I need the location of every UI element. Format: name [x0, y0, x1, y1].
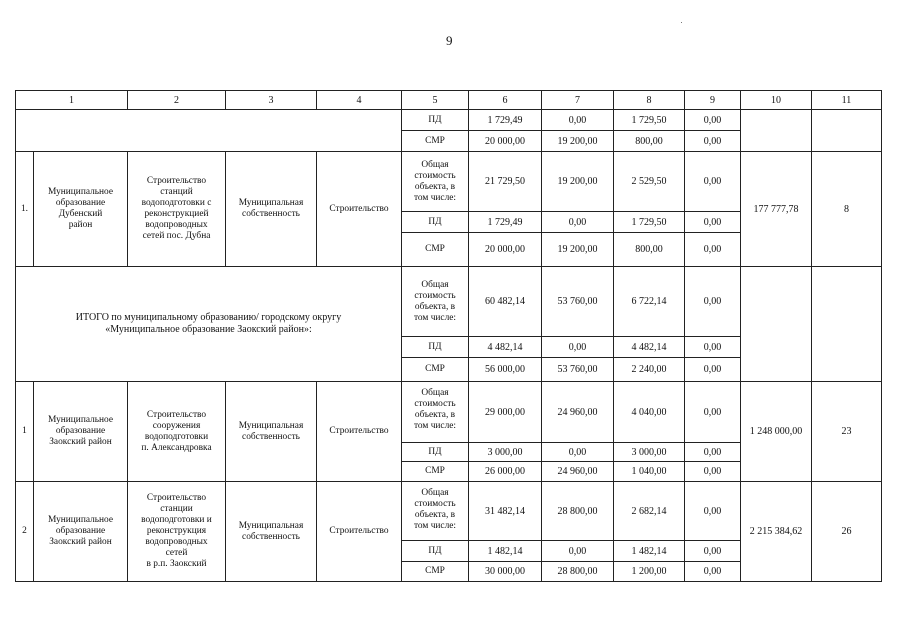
object-cell: Строительство станции водоподготовки и реконструкция водопроводных сетей в р.п. Заокский — [128, 482, 226, 582]
value-cell: 1 729,50 — [614, 212, 685, 233]
ownership-cell: Муниципальная собственность — [226, 482, 317, 582]
row-label: СМР — [402, 562, 469, 582]
value-cell: 0,00 — [542, 541, 614, 562]
value-cell: 0,00 — [685, 482, 741, 541]
value-cell: 1 729,50 — [614, 110, 685, 131]
value-cell: 0,00 — [685, 131, 741, 152]
empty-cell — [812, 110, 882, 152]
value-cell: 19 200,00 — [542, 152, 614, 212]
row-label: СМР — [402, 462, 469, 482]
value-cell: 0,00 — [685, 212, 741, 233]
column-11-value: 8 — [812, 152, 882, 267]
table-row — [16, 110, 882, 131]
value-cell: 0,00 — [685, 358, 741, 382]
row-label: ПД — [402, 110, 469, 131]
value-cell: 800,00 — [614, 233, 685, 267]
work-cell: Строительство — [317, 382, 402, 482]
value-cell: 0,00 — [542, 110, 614, 131]
value-cell: 4 482,14 — [614, 337, 685, 358]
header-cell: 8 — [614, 91, 685, 110]
value-cell: 2 682,14 — [614, 482, 685, 541]
header-cell: 7 — [542, 91, 614, 110]
row-number: 1. — [16, 152, 34, 267]
value-cell: 0,00 — [542, 443, 614, 462]
value-cell: 0,00 — [542, 337, 614, 358]
value-cell: 6 722,14 — [614, 267, 685, 337]
work-cell: Строительство — [317, 482, 402, 582]
work-cell: Строительство — [317, 152, 402, 267]
value-cell: 26 000,00 — [469, 462, 542, 482]
value-cell: 30 000,00 — [469, 562, 542, 582]
empty-cell — [741, 110, 812, 152]
value-cell: 0,00 — [685, 541, 741, 562]
value-cell: 53 760,00 — [542, 267, 614, 337]
value-cell: 1 729,49 — [469, 212, 542, 233]
value-cell: 4 482,14 — [469, 337, 542, 358]
row-label: СМР — [402, 233, 469, 267]
header-cell: 6 — [469, 91, 542, 110]
header-cell: 11 — [812, 91, 882, 110]
empty-cell — [812, 267, 882, 382]
column-11-value: 23 — [812, 382, 882, 482]
ownership-cell: Муниципальная собственность — [226, 152, 317, 267]
value-cell: 0,00 — [685, 443, 741, 462]
value-cell: 0,00 — [685, 562, 741, 582]
row-label: ПД — [402, 541, 469, 562]
scan-speck — [681, 22, 682, 23]
value-cell: 4 040,00 — [614, 382, 685, 443]
column-10-value: 1 248 000,00 — [741, 382, 812, 482]
value-cell: 3 000,00 — [469, 443, 542, 462]
value-cell: 53 760,00 — [542, 358, 614, 382]
value-cell: 28 800,00 — [542, 562, 614, 582]
municipality-cell: Муниципальное образование Заокский район — [34, 382, 128, 482]
column-10-value: 2 215 384,62 — [741, 482, 812, 582]
value-cell: 0,00 — [685, 233, 741, 267]
value-cell: 0,00 — [685, 462, 741, 482]
column-10-value: 177 777,78 — [741, 152, 812, 267]
value-cell: 28 800,00 — [542, 482, 614, 541]
value-cell: 21 729,50 — [469, 152, 542, 212]
row-label: ПД — [402, 337, 469, 358]
value-cell: 800,00 — [614, 131, 685, 152]
value-cell: 31 482,14 — [469, 482, 542, 541]
header-cell: 5 — [402, 91, 469, 110]
value-cell: 20 000,00 — [469, 233, 542, 267]
value-cell: 24 960,00 — [542, 462, 614, 482]
value-cell: 0,00 — [685, 152, 741, 212]
municipality-cell: Муниципальное образование Заокский район — [34, 482, 128, 582]
value-cell: 20 000,00 — [469, 131, 542, 152]
value-cell: 19 200,00 — [542, 131, 614, 152]
header-cell: 2 — [128, 91, 226, 110]
header-row — [16, 91, 882, 110]
table-row — [16, 482, 882, 541]
value-cell: 0,00 — [542, 212, 614, 233]
value-cell: 29 000,00 — [469, 382, 542, 443]
header-cell: 4 — [317, 91, 402, 110]
object-cell: Строительство станций водоподготовки с реконструкцией водопроводных сетей пос. Дубна — [128, 152, 226, 267]
row-label: ПД — [402, 443, 469, 462]
empty-cell — [16, 110, 402, 152]
data-table — [15, 90, 882, 582]
empty-cell — [741, 267, 812, 382]
header-cell: 1 — [16, 91, 128, 110]
value-cell: 0,00 — [685, 267, 741, 337]
value-cell: 19 200,00 — [542, 233, 614, 267]
header-cell: 10 — [741, 91, 812, 110]
row-label: Общая стоимость объекта, в том числе: — [402, 267, 469, 337]
value-cell: 1 040,00 — [614, 462, 685, 482]
value-cell: 2 240,00 — [614, 358, 685, 382]
header-cell: 9 — [685, 91, 741, 110]
row-number: 1 — [16, 382, 34, 482]
ownership-cell: Муниципальная собственность — [226, 382, 317, 482]
table-row — [16, 152, 882, 212]
value-cell: 2 529,50 — [614, 152, 685, 212]
row-number: 2 — [16, 482, 34, 582]
row-label: СМР — [402, 131, 469, 152]
value-cell: 1 482,14 — [469, 541, 542, 562]
value-cell: 60 482,14 — [469, 267, 542, 337]
value-cell: 1 200,00 — [614, 562, 685, 582]
row-label: Общая стоимость объекта, в том числе: — [402, 152, 469, 212]
row-label: Общая стоимость объекта, в том числе: — [402, 482, 469, 541]
row-label: СМР — [402, 358, 469, 382]
value-cell: 1 729,49 — [469, 110, 542, 131]
row-label: ПД — [402, 212, 469, 233]
value-cell: 0,00 — [685, 382, 741, 443]
object-cell: Строительство сооружения водоподготовки п. Александровка — [128, 382, 226, 482]
header-cell: 3 — [226, 91, 317, 110]
value-cell: 1 482,14 — [614, 541, 685, 562]
column-11-value: 26 — [812, 482, 882, 582]
total-label: ИТОГО по муниципальному образованию/ городскому округу «Муниципальное образование Заокский район»: — [16, 267, 402, 382]
value-cell: 3 000,00 — [614, 443, 685, 462]
municipality-cell: Муниципальное образование Дубенский район — [34, 152, 128, 267]
table-row — [16, 267, 882, 337]
value-cell: 0,00 — [685, 110, 741, 131]
value-cell: 56 000,00 — [469, 358, 542, 382]
page-number: 9 — [446, 33, 453, 48]
row-label: Общая стоимость объекта, в том числе: — [402, 382, 469, 443]
value-cell: 24 960,00 — [542, 382, 614, 443]
table-row — [16, 382, 882, 443]
value-cell: 0,00 — [685, 337, 741, 358]
